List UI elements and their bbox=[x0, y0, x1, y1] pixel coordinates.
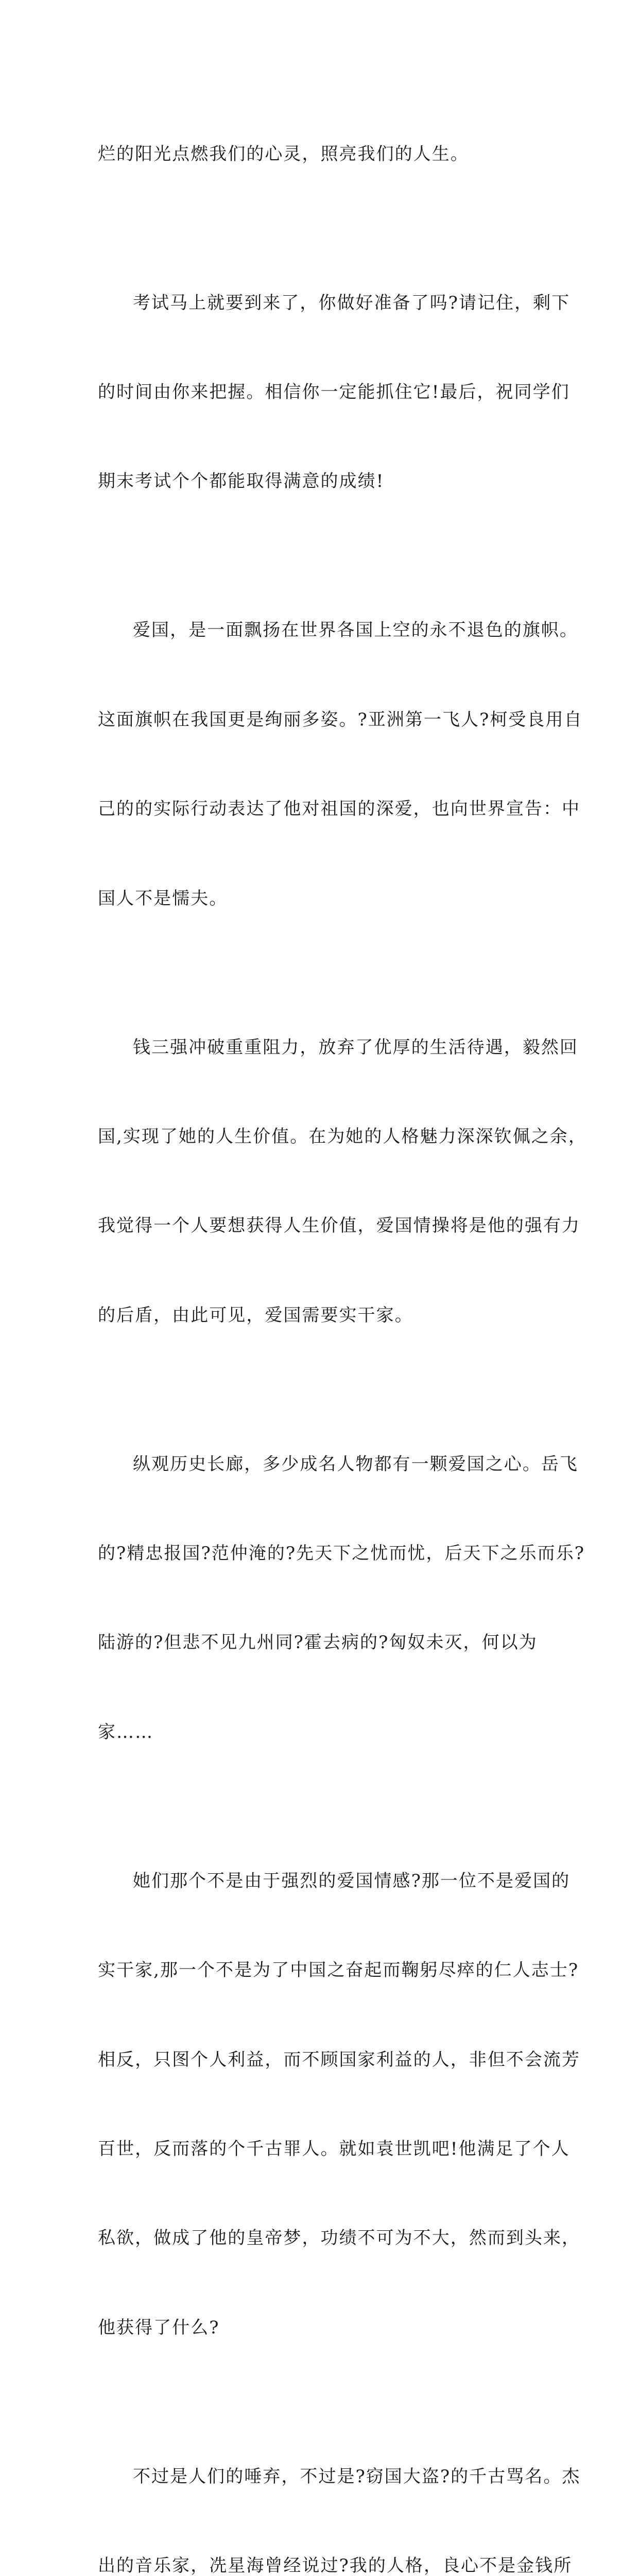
text-line: 钱三强冲破重重阻力，放弃了优厚的生活待遇，毅然回 bbox=[133, 1037, 578, 1058]
text-line: 相反，只图个人利益，而不顾国家利益的人，非但不会流芳 bbox=[98, 2049, 581, 2070]
text-line: 国人不是懦夫。 bbox=[98, 888, 228, 909]
text-line: 陆游的?但悲不见九州同?霍去病的?匈奴未灭，何以为 bbox=[98, 1632, 538, 1653]
paragraph bbox=[98, 1390, 585, 1807]
text-line: 私欲，做成了他的皇帝梦，功绩不可为不大，然而到头来， bbox=[98, 2228, 581, 2249]
text-line: 的?精忠报国?范仲淹的?先天下之忧而忧，后天下之乐而乐? bbox=[98, 1543, 585, 1564]
text-line: 的时间由你来把握。相信你一定能抓住它!最后，祝同学们 bbox=[98, 381, 570, 402]
paragraph bbox=[98, 80, 541, 229]
text-line: 百世，反而落的个千古罪人。就如袁世凯吧!他满足了个人 bbox=[98, 2138, 570, 2159]
text-line: 爱国，是一面飘扬在世界各国上空的永不退色的旗帜。 bbox=[133, 620, 578, 641]
text-line: 实干家,那一个不是为了中国之奋起而鞠躬尽瘁的仁人志士? bbox=[98, 1960, 579, 1981]
text-line: 她们那个不是由于强烈的爱国情感?那一位不是爱国的 bbox=[133, 1870, 571, 1891]
text-line: 我觉得一个人要想获得人生价值，爱国情操将是他的强有力 bbox=[98, 1215, 581, 1236]
paragraph bbox=[98, 229, 571, 556]
text-line: 己的的实际行动表达了他对祖国的深爱，也向世界宣告：中 bbox=[98, 799, 581, 820]
text-line: 国,实现了她的人生价值。在为她的人格魅力深深钦佩之余， bbox=[98, 1126, 587, 1147]
paragraph bbox=[98, 2402, 581, 2576]
text-line: 纵观历史长廊，多少成名人物都有一颗爱国之心。岳飞 bbox=[133, 1453, 578, 1475]
text-line: 出的音乐家，冼星海曾经说过?我的人格，良心不是金钱所 bbox=[98, 2555, 573, 2576]
text-line: 这面旗帜在我国更是绚丽多姿。?亚洲第一飞人?柯受良用自 bbox=[98, 709, 583, 730]
text-line: 考试马上就要到来了，你做好准备了吗?请记住，剩下 bbox=[133, 292, 571, 313]
text-line: 期末考试个个都能取得满意的成绩! bbox=[98, 471, 385, 492]
paragraph bbox=[98, 973, 587, 1390]
document-body bbox=[98, 80, 587, 2576]
text-line: 烂的阳光点燃我们的心灵，照亮我们的人生。 bbox=[98, 143, 469, 164]
text-line: 他获得了什么? bbox=[98, 2317, 220, 2338]
text-line: 不过是人们的唾弃，不过是?窃国大盗?的千古骂名。杰 bbox=[133, 2466, 581, 2487]
paragraph bbox=[98, 1807, 581, 2402]
text-line: 家…… bbox=[98, 1721, 154, 1742]
text-line: 的后盾，由此可见，爱国需要实干家。 bbox=[98, 1304, 413, 1326]
paragraph bbox=[98, 556, 583, 973]
